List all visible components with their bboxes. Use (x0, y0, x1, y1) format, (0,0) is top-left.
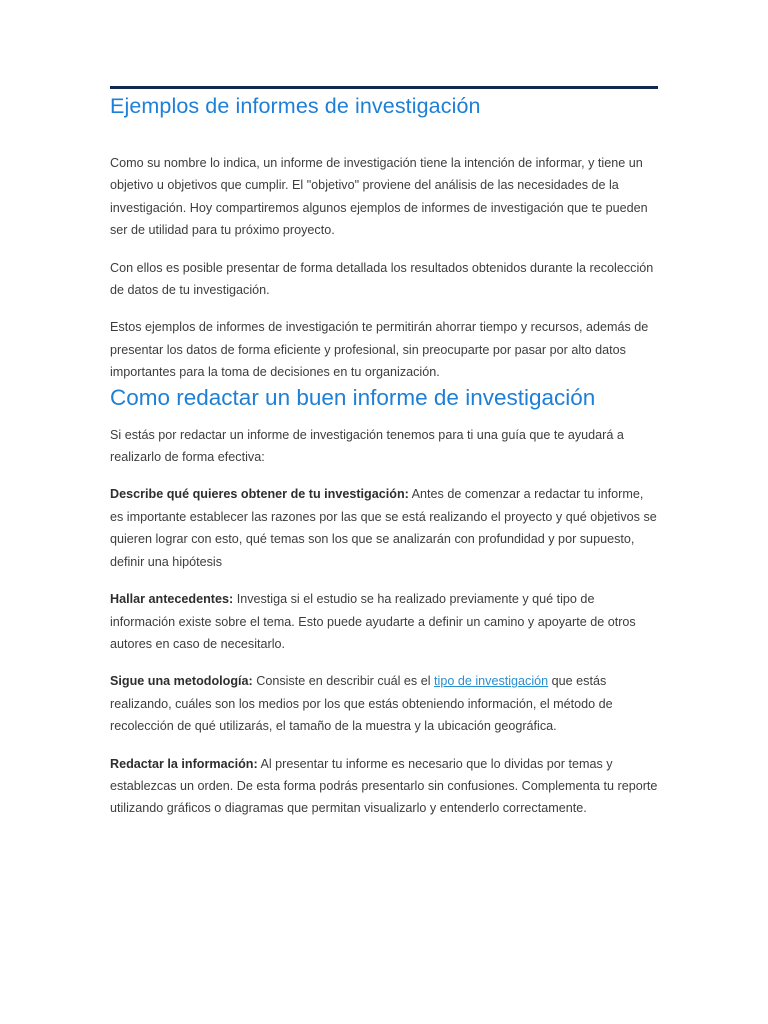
step-paragraph-4 (110, 753, 658, 820)
step-paragraph-2 (110, 588, 658, 655)
intro-paragraph-3: Estos ejemplos de informes de investigación te permitirán ahorrar tiempo y recursos, además de presentar los datos de forma eficiente y profesional, sin preocuparte por pasar por alto datos importantes para la toma de decisiones en tu organización. (110, 320, 649, 380)
intro-paragraph-1: Como su nombre lo indica, un informe de investigación tiene la intención de informar, y tiene un objetivo u objetivos que cumplir. El "objetivo" proviene del análisis de las necesidades de la investigación. Hoy compartiremos algunos ejemplos de informes de investigación que te pueden ser de utilidad para tu próximo proyecto. (110, 156, 648, 238)
top-divider (110, 86, 658, 89)
step-label-1: Describe qué quieres obtener de tu investigación: (110, 487, 409, 502)
step-text-4: Al presentar tu informe es necesario que lo dividas por temas y establezcas un orden. De esta forma podrás presentarlo sin confusiones. Complementa tu reporte utilizando gráficos o diagramas que permitan visualizarlo y entenderlo correctamente. (110, 756, 658, 816)
step-label-2: Hallar antecedentes: (110, 592, 234, 607)
step-text-3b: que estás realizando, cuáles son los medios por los que estás obteniendo información, el método de recolección de qué utilizarás, el tamaño de la muestra y la ubicación geográfica. (110, 674, 613, 734)
step-text-2: Investiga si el estudio se ha realizado previamente y qué tipo de información existe sobre el tema. Esto puede ayudarte a definir un camino y apoyarte de otros autores en caso de necesitarlo. (110, 592, 636, 651)
page-title: Ejemplos de informes de investigación (110, 94, 481, 118)
intro-paragraph-2: Con ellos es posible presentar de forma detallada los resultados obtenidos durante la recolección de datos de tu investigación. (110, 260, 654, 298)
step-paragraph-3 (110, 670, 658, 737)
step-label-4: Redactar la información: (110, 756, 258, 771)
section-intro: Si estás por redactar un informe de investigación tenemos para ti una guía que te ayudará a realizarlo de forma efectiva: (110, 427, 624, 465)
section-heading: Como redactar un buen informe de investigación (110, 384, 596, 410)
step-paragraph-1 (110, 483, 658, 573)
tipo-de-investigacion-link[interactable]: tipo de investigación (434, 674, 549, 689)
step-text-1: Antes de comenzar a redactar tu informe, es importante establecer las razones por las que se está realizando el proyecto y qué objetivos se quieren lograr con esto, qué temas son los que se analizarán con profundidad y por supuesto, definir una hipótesis (110, 487, 657, 569)
step-text-3a: Consiste en describir cuál es el (252, 674, 435, 689)
step-label-3: Sigue una metodología: (110, 674, 253, 689)
document-page (110, 86, 658, 820)
